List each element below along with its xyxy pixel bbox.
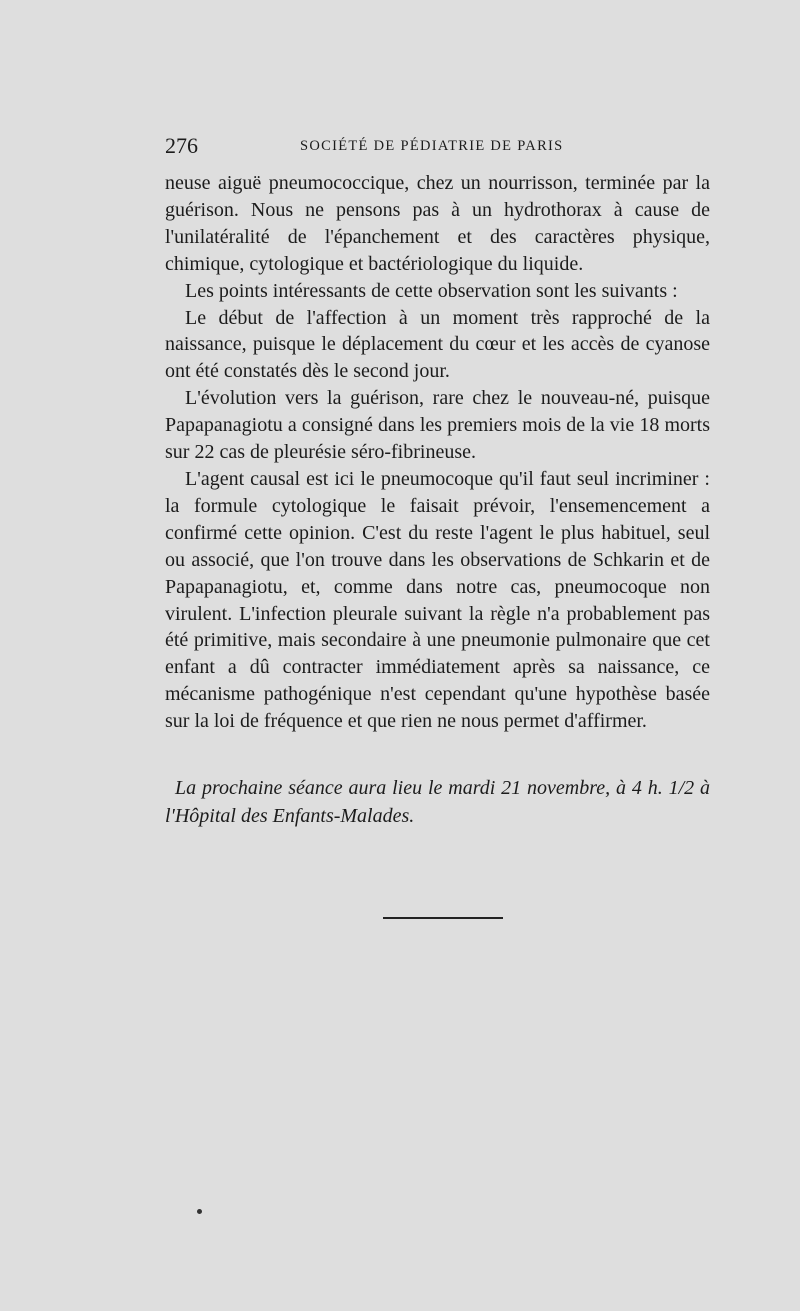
paragraph: Les points intéressants de cette observation sont les suivants : — [185, 279, 678, 302]
running-title: SOCIÉTÉ DE PÉDIATRIE DE PARIS — [300, 138, 564, 154]
body-text — [165, 170, 710, 735]
page-number: 276 — [165, 133, 198, 158]
paragraph: L'agent causal est ici le pneumocoque qu'il faut seul incriminer : la formule cytologique le faisait prévoir, l'ensemencement a confirmé cette opinion. C'est du reste l'agent le plus habituel, seul ou associé, que l'on trouve dans les observations de Schkarin et de Papapanagiotu, et, comme dans notre cas, pneumocoque non virulent. L'infection pleurale suivant la règle n'a probablement pas été primitive, mais secondaire à une pneumonie pulmonaire que cet enfant a dû contracter immédiatement après sa naissance, ce mécanisme pathogénique n'est cependant qu'une hypothèse basée sur la loi de fréquence et que rien ne nous permet d'affirmer. — [165, 467, 710, 733]
next-session-announcement: La prochaine séance aura lieu le mardi 21 novembre, à 4 h. 1/2 à l'Hôpital des Enfants-Malades. — [165, 777, 710, 827]
ink-speck — [197, 1209, 202, 1214]
paragraph: L'évolution vers la guérison, rare chez le nouveau-né, puisque Papapanagiotu a consigné dans les premiers mois de la vie 18 morts sur 22 cas de pleurésie séro-fibrineuse. — [165, 387, 710, 464]
page-header — [165, 132, 710, 160]
section-divider — [383, 917, 503, 919]
paragraph-continuation: neuse aiguë pneumococcique, chez un nourrisson, terminée par la guérison. Nous ne pensons pas à un hydrothorax à cause de l'unilatéralité de l'épanchement et des caractères physique, chimique, cytologique et bactériologique du liquide. — [165, 172, 710, 275]
paragraph: Le début de l'affection à un moment très rapproché de la naissance, puisque le déplacement du cœur et les accès de cyanose ont été constatés dès le second jour. — [165, 306, 710, 383]
